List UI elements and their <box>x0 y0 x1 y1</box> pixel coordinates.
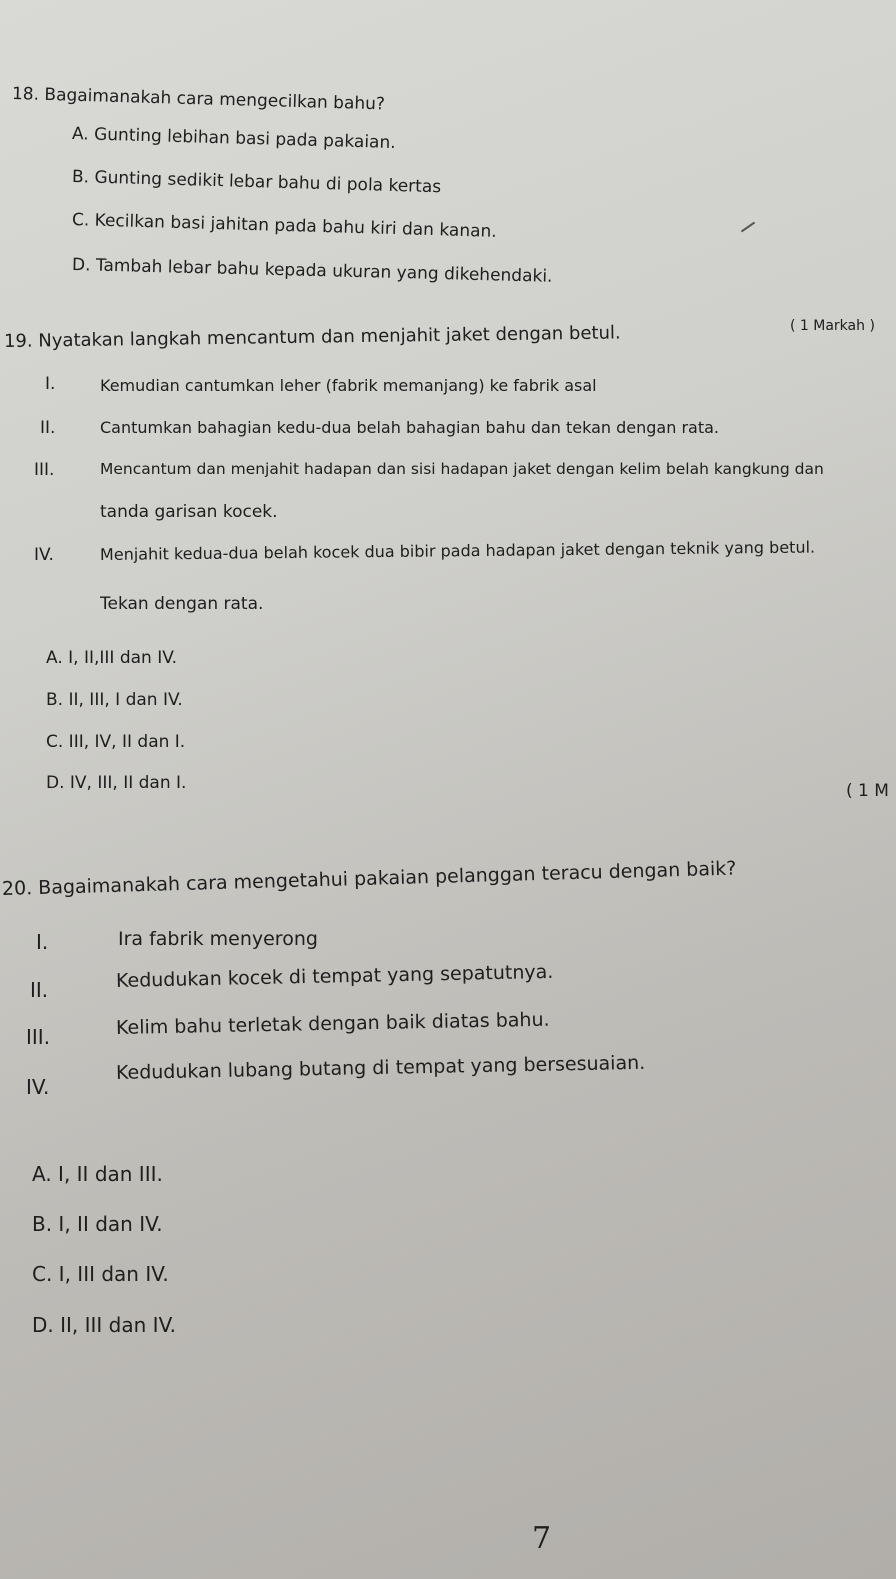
question-18-option-c: C. Kecilkan basi jahitan pada bahu kiri dan kanan. <box>71 210 497 242</box>
question-19-step-2-num: II. <box>40 418 56 438</box>
pen-mark <box>741 222 755 233</box>
question-18-option-d: D. Tambah lebar bahu kepada ukuran yang dikehendaki. <box>71 255 553 287</box>
question-18-option-a: A. Gunting lebihan basi pada pakaian. <box>71 124 396 154</box>
question-20-step-4-text: Kedudukan lubang butang di tempat yang bersesuaian. <box>115 1051 646 1084</box>
question-19-step-2-text: Cantumkan bahagian kedu-dua belah bahagian bahu dan tekan dengan rata. <box>100 418 720 437</box>
page-number: 7 <box>532 1521 552 1556</box>
question-19-text: 19. Nyatakan langkah mencantum dan menjahit jaket dengan betul. <box>3 322 621 352</box>
question-20-option-a: A. I, II dan III. <box>32 1162 163 1186</box>
question-18-option-b: B. Gunting sedikit lebar bahu di pola kertas <box>71 167 442 198</box>
question-20-step-3-text: Kelim bahu terletak dengan baik diatas bahu. <box>115 1008 550 1039</box>
question-18-text: 18. Bagaimanakah cara mengecilkan bahu? <box>11 84 386 115</box>
question-19-step-1-text: Kemudian cantumkan leher (fabrik memanjang) ke fabrik asal <box>100 376 597 395</box>
question-19-option-b: B. II, III, I dan IV. <box>46 690 183 710</box>
question-20-text: 20. Bagaimanakah cara mengetahui pakaian pelanggan teracu dengan baik? <box>1 857 737 900</box>
question-20-step-2-text: Kedudukan kocek di tempat yang sepatutnya. <box>115 960 554 992</box>
question-20-step-3-num: III. <box>26 1025 51 1049</box>
question-19-step-4-cont: Tekan dengan rata. <box>100 594 264 614</box>
question-20-step-1-num: I. <box>36 930 49 954</box>
question-19-option-d: D. IV, III, II dan I. <box>46 773 187 793</box>
question-19-step-3-cont: tanda garisan kocek. <box>100 502 278 522</box>
question-20-option-c: C. I, III dan IV. <box>32 1262 169 1286</box>
question-19-option-c: C. III, IV, II dan I. <box>46 732 186 752</box>
question-19-mark: ( 1 M <box>846 781 889 801</box>
question-19-step-1-num: I. <box>45 374 56 394</box>
question-19-step-4-num: IV. <box>34 545 54 565</box>
question-19-step-4-text: Menjahit kedua-dua belah kocek dua bibir pada hadapan jaket dengan teknik yang betul. <box>99 537 816 564</box>
question-20-step-1-text: Ira fabrik menyerong <box>118 928 318 950</box>
question-20-step-2-num: II. <box>30 978 49 1002</box>
question-18-mark: ( 1 Markah ) <box>790 318 875 334</box>
question-19-step-3-text: Mencantum dan menjahit hadapan dan sisi hadapan jaket dengan kelim belah kangkung dan <box>100 460 824 478</box>
question-20-option-b: B. I, II dan IV. <box>32 1212 163 1236</box>
question-19-option-a: A. I, II,III dan IV. <box>46 648 178 668</box>
question-20-step-4-num: IV. <box>26 1075 50 1099</box>
question-19-step-3-num: III. <box>34 460 55 480</box>
question-20-option-d: D. II, III dan IV. <box>32 1313 177 1337</box>
